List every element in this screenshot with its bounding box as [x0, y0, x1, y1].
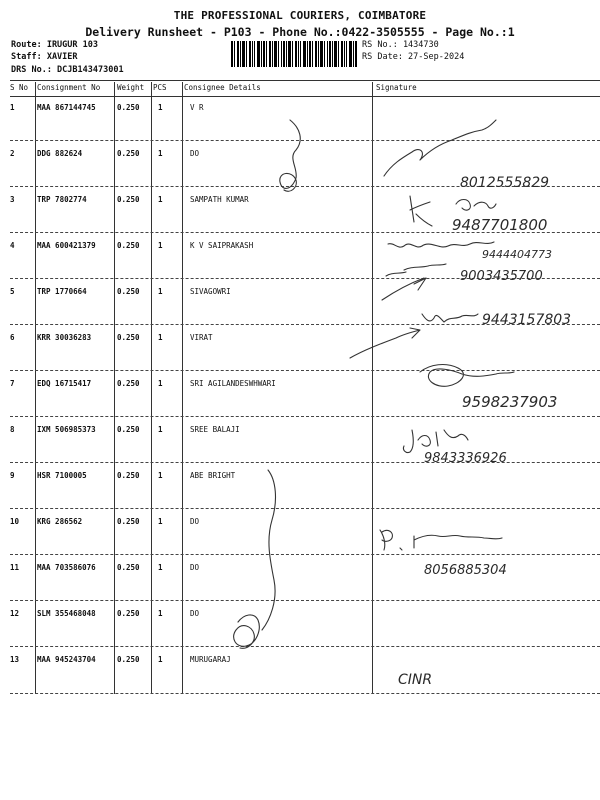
company-title: THE PROFESSIONAL COURIERS, COIMBATORE	[173, 9, 427, 22]
table-row	[10, 287, 600, 301]
row-consignee: SRI AGILANDESWHWARI	[190, 379, 276, 388]
row-divider	[10, 462, 600, 463]
row-divider	[10, 232, 600, 233]
row-consignee: V R	[190, 103, 204, 112]
row-pcs: 1	[158, 379, 163, 388]
row-weight: 0.250	[117, 563, 140, 572]
row-sno: 13	[10, 655, 20, 664]
row-consignment: KRR 30036283	[37, 333, 92, 342]
table-row	[10, 195, 600, 209]
row-consignee: K V SAIPRAKASH	[190, 241, 254, 250]
col-header-consignee: Consignee Details	[184, 83, 261, 92]
row-consignee: DO	[190, 517, 200, 526]
col-header-sno: S No	[10, 83, 29, 92]
row-weight: 0.250	[117, 195, 140, 204]
rs-date: RS Date: 27-Sep-2024	[362, 52, 465, 62]
row-weight: 0.250	[117, 333, 140, 342]
signature-stroke	[386, 264, 446, 276]
handwritten-signature: CINR	[398, 672, 433, 688]
table-row	[10, 517, 600, 531]
signature-stroke	[380, 530, 392, 550]
table-row	[10, 149, 600, 163]
row-divider	[10, 646, 600, 647]
barcode-image	[231, 41, 357, 67]
row-pcs: 1	[158, 655, 163, 664]
row-divider	[10, 508, 600, 509]
col-header-signature: Signature	[376, 83, 417, 92]
row-weight: 0.250	[117, 655, 140, 664]
row-consignment: HSR 7100005	[37, 471, 87, 480]
row-consignee: MURUGARAJ	[190, 655, 231, 664]
row-divider	[10, 186, 600, 187]
row-pcs: 1	[158, 471, 163, 480]
signature-stroke	[262, 470, 275, 630]
handwritten-phone: 9487701800	[452, 216, 548, 234]
route-label: Route: IRUGUR 103	[11, 40, 98, 50]
row-pcs: 1	[158, 333, 163, 342]
row-consignment: EDQ 16715417	[37, 379, 92, 388]
row-pcs: 1	[158, 517, 163, 526]
row-sno: 12	[10, 609, 20, 618]
row-divider	[10, 324, 600, 325]
row-divider	[10, 554, 600, 555]
row-divider	[10, 278, 600, 279]
table-row	[10, 379, 600, 393]
row-consignee: DO	[190, 609, 200, 618]
row-pcs: 1	[158, 563, 163, 572]
table-header	[10, 83, 600, 97]
row-weight: 0.250	[117, 379, 140, 388]
header-divider	[10, 96, 600, 97]
table-top-border	[10, 80, 600, 81]
row-weight: 0.250	[117, 241, 140, 250]
row-weight: 0.250	[117, 471, 140, 480]
table-row	[10, 655, 600, 669]
row-sno: 9	[10, 471, 15, 480]
row-sno: 11	[10, 563, 20, 572]
row-sno: 5	[10, 287, 15, 296]
row-divider	[10, 416, 600, 417]
handwritten-phone: 9003435700	[460, 269, 543, 284]
handwritten-phone: 9843336926	[424, 451, 507, 466]
table-row	[10, 471, 600, 485]
row-sno: 4	[10, 241, 15, 250]
row-consignment: MAA 703586076	[37, 563, 96, 572]
row-consignee: ABE BRIGHT	[190, 471, 236, 480]
row-sno: 6	[10, 333, 15, 342]
row-pcs: 1	[158, 195, 163, 204]
row-divider	[10, 600, 600, 601]
handwritten-phone: 9444404773	[482, 248, 552, 261]
rs-number: RS No.: 1434730	[362, 40, 439, 50]
row-weight: 0.250	[117, 425, 140, 434]
table-row	[10, 609, 600, 623]
row-weight: 0.250	[117, 517, 140, 526]
row-consignment: MAA 945243704	[37, 655, 96, 664]
row-pcs: 1	[158, 103, 163, 112]
row-sno: 2	[10, 149, 15, 158]
row-consignment: IXM 506985373	[37, 425, 96, 434]
row-pcs: 1	[158, 149, 163, 158]
row-pcs: 1	[158, 241, 163, 250]
col-header-consignment: Consignment No	[37, 83, 101, 92]
table-row	[10, 241, 600, 255]
row-sno: 7	[10, 379, 15, 388]
row-pcs: 1	[158, 287, 163, 296]
row-consignee: DO	[190, 149, 200, 158]
runsheet-subtitle: Delivery Runsheet - P103 - Phone No.:0422-3505555 - Page No.:1	[85, 25, 515, 39]
signature-stroke	[400, 535, 502, 550]
row-consignment: SLM 355468048	[37, 609, 96, 618]
row-sno: 3	[10, 195, 15, 204]
row-divider	[10, 693, 600, 694]
row-sno: 1	[10, 103, 15, 112]
row-weight: 0.250	[117, 609, 140, 618]
row-consignment: TRP 1770664	[37, 287, 87, 296]
staff-label: Staff: XAVIER	[11, 52, 78, 62]
handwritten-phone: 9443157803	[482, 312, 572, 328]
row-consignment: DDG 882624	[37, 149, 83, 158]
row-consignment: TRP 7802774	[37, 195, 87, 204]
drs-number: DRS No.: DCJB143473001	[11, 65, 124, 75]
row-weight: 0.250	[117, 287, 140, 296]
row-consignee: SIVAGOWRI	[190, 287, 231, 296]
signature-stroke	[422, 314, 478, 322]
table-row	[10, 333, 600, 347]
table-row	[10, 563, 600, 577]
row-weight: 0.250	[117, 149, 140, 158]
row-consignment: MAA 867144745	[37, 103, 96, 112]
table-row	[10, 103, 600, 117]
row-sno: 10	[10, 517, 20, 526]
row-weight: 0.250	[117, 103, 140, 112]
signature-stroke	[384, 120, 496, 176]
handwritten-phone: 9598237903	[462, 393, 558, 411]
handwritten-phone: 8056885304	[424, 563, 507, 578]
row-consignee: VIRAT	[190, 333, 213, 342]
row-divider	[10, 370, 600, 371]
row-consignee: SREE BALAJI	[190, 425, 240, 434]
col-header-pcs: PCS	[153, 83, 167, 92]
row-consignment: MAA 600421379	[37, 241, 96, 250]
row-consignee: DO	[190, 563, 200, 572]
row-pcs: 1	[158, 425, 163, 434]
row-consignment: KRG 286562	[37, 517, 83, 526]
row-pcs: 1	[158, 609, 163, 618]
row-consignee: SAMPATH KUMAR	[190, 195, 249, 204]
row-divider	[10, 140, 600, 141]
handwritten-phone: 8012555829	[460, 175, 550, 191]
row-sno: 8	[10, 425, 15, 434]
col-header-weight: Weight	[117, 83, 145, 92]
table-row	[10, 425, 600, 439]
